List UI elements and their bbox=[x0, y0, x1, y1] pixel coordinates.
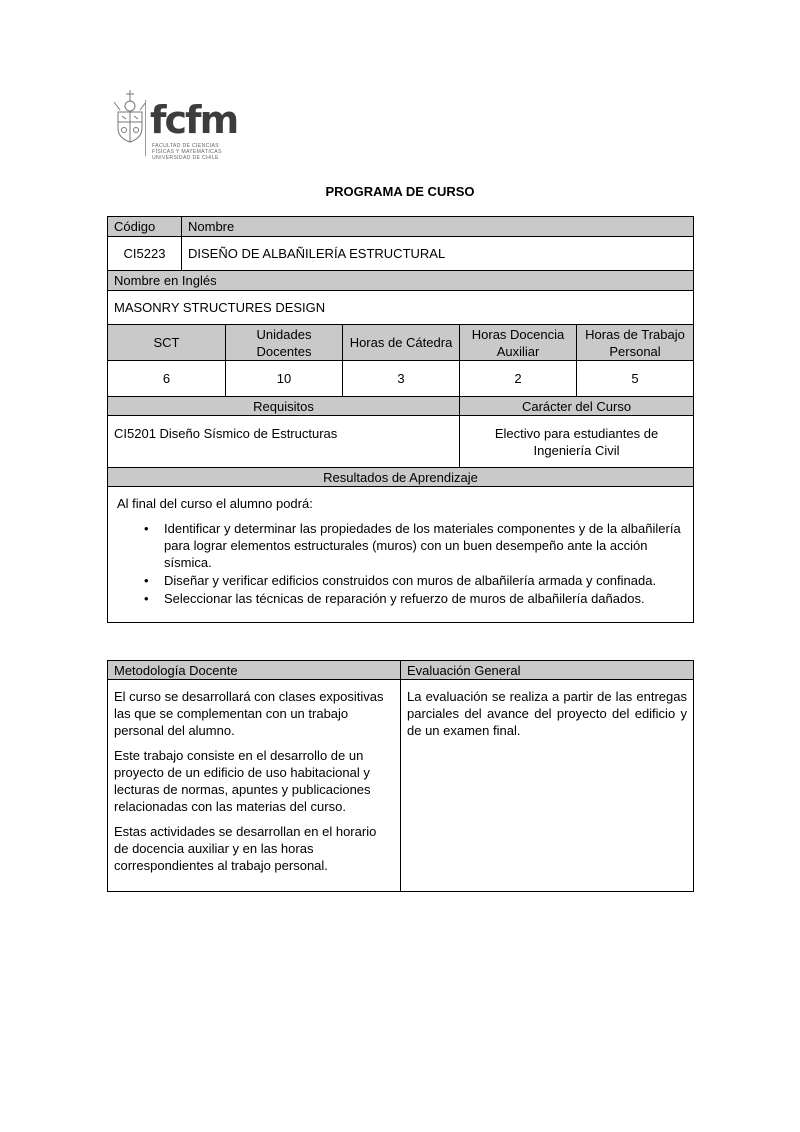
evaluation-content bbox=[401, 680, 694, 892]
evaluation-paragraph: La evaluación se realiza a partir de las entregas parciales del avance del proyecto del edificio y de un examen final. bbox=[407, 689, 687, 738]
requirements-header: Requisitos bbox=[108, 397, 460, 416]
learning-outcomes bbox=[108, 487, 694, 623]
methodology-paragraph: Este trabajo consiste en el desarrollo de un proyecto de un edificio de uso habitacional y lecturas de normas, apuntes y publicaciones relacionadas con las materias del curso. bbox=[114, 748, 371, 814]
english-name-header: Nombre en Inglés bbox=[108, 271, 694, 291]
auxiliary-hours-header: Horas Docencia Auxiliar bbox=[460, 325, 577, 361]
evaluation-header: Evaluación General bbox=[401, 661, 694, 680]
methodology-content bbox=[108, 680, 401, 892]
course-character-header: Carácter del Curso bbox=[460, 397, 694, 416]
personal-work-hours-value: 5 bbox=[577, 361, 694, 397]
lecture-hours-header: Horas de Cátedra bbox=[343, 325, 460, 361]
course-code: CI5223 bbox=[108, 237, 182, 271]
sct-header: SCT bbox=[108, 325, 226, 361]
list-item: • Seleccionar las técnicas de reparación y refuerzo de muros de albañilería dañados. bbox=[144, 591, 645, 606]
logo-subtitle: FACULTAD DE CIENCIAS FÍSICAS Y MATEMÁTICAS UNIVERSIDAD DE CHILE bbox=[152, 143, 222, 161]
personal-work-hours-header: Horas de Trabajo Personal bbox=[577, 325, 694, 361]
list-item: • Diseñar y verificar edificios construidos con muros de albañilería armada y confinada. bbox=[144, 573, 657, 588]
course-character-value: Electivo para estudiantes de Ingeniería Civil bbox=[460, 416, 694, 468]
learning-outcomes-list bbox=[114, 520, 687, 607]
bullet-icon: • bbox=[144, 521, 149, 536]
sct-value: 6 bbox=[108, 361, 226, 397]
lecture-hours-value: 3 bbox=[343, 361, 460, 397]
methodology-paragraph: Estas actividades se desarrollan en el horario de docencia auxiliar y en las horas correspondientes al trabajo personal. bbox=[114, 824, 377, 873]
methodology-paragraph: El curso se desarrollará con clases expositivas las que se complementan con un trabajo personal del alumno. bbox=[114, 689, 384, 738]
course-table bbox=[107, 216, 694, 623]
english-name: MASONRY STRUCTURES DESIGN bbox=[108, 291, 694, 325]
auxiliary-hours-value: 2 bbox=[460, 361, 577, 397]
learning-outcomes-header: Resultados de Aprendizaje bbox=[108, 468, 694, 487]
university-crest-icon bbox=[112, 88, 148, 144]
logo-wordmark: fcfm bbox=[150, 98, 238, 142]
course-name: DISEÑO DE ALBAÑILERÍA ESTRUCTURAL bbox=[182, 237, 694, 271]
bullet-icon: • bbox=[144, 591, 149, 606]
requirements-value: CI5201 Diseño Sísmico de Estructuras bbox=[108, 416, 460, 468]
code-header: Código bbox=[108, 217, 182, 237]
teaching-units-value: 10 bbox=[226, 361, 343, 397]
fcfm-logo bbox=[112, 86, 242, 170]
list-item: • Identificar y determinar las propiedades de los materiales componentes y de la albañilería para lograr elementos estructurales (muros) con un buen desempeño ante la acción sísmica. bbox=[144, 521, 681, 570]
bullet-icon: • bbox=[144, 573, 149, 588]
learning-intro: Al final del curso el alumno podrá: bbox=[117, 496, 313, 511]
methodology-evaluation-table bbox=[107, 660, 694, 892]
logo-divider bbox=[145, 100, 146, 156]
methodology-header: Metodología Docente bbox=[108, 661, 401, 680]
name-header: Nombre bbox=[182, 217, 694, 237]
teaching-units-header: Unidades Docentes bbox=[226, 325, 343, 361]
page-title: PROGRAMA DE CURSO bbox=[325, 184, 475, 199]
